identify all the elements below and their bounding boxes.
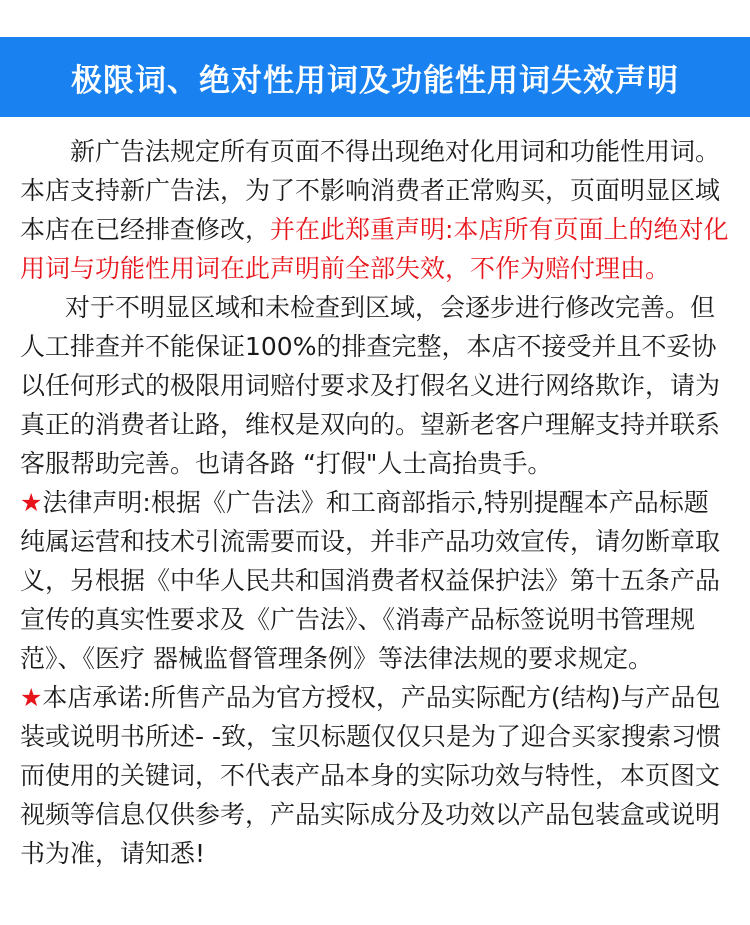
text-line: 宣传的真实性要求及《广告法》、《消毒产品标签说明书管理规 — [20, 605, 696, 634]
text-line: 纯属运营和技术引流需要而设，并非产品功效宣传，请勿断章取 — [20, 527, 721, 556]
paragraph-store-promise — [20, 678, 732, 873]
highlight-text: 用词与功能性用词在此声明前全部失效，不作为赔付理由。 — [20, 254, 671, 283]
text-line: 视频等信息仅供参考，产品实际成分及功效以产品包装盒或说明 — [20, 800, 721, 829]
title-banner — [0, 37, 750, 117]
highlight-text: 并在此郑重声明:本店所有页面上的绝对化 — [270, 215, 729, 244]
text-line: 客服帮助完善。也请各路 “打假"人士高抬贵手。 — [20, 449, 553, 478]
page-title: 极限词、绝对性用词及功能性用词失效声明 — [71, 62, 679, 99]
star-icon: ★ — [20, 683, 43, 712]
text-segment: 本店承诺:所售产品为官方授权，产品实际配方(结构)与产品包 — [42, 683, 721, 712]
statement-body — [20, 132, 732, 873]
star-icon: ★ — [20, 488, 43, 517]
text-line: 人工排查并不能保证100%的排查完整，本店不接受并且不妥协 — [20, 332, 717, 361]
text-line: 书为准，请知悉! — [20, 839, 206, 868]
text-line: 义，另根据《中华人民共和国消费者权益保护法》第十五条产品 — [20, 566, 721, 595]
text-line — [20, 678, 732, 717]
text-line: 装或说明书所述- -致，宝贝标题仅仅只是为了迎合买家搜索习惯 — [20, 722, 721, 751]
paragraph-legal-notice — [20, 483, 732, 678]
text-line: 对于不明显区域和未检查到区域，会逐步进行修改完善。但 — [65, 293, 716, 322]
text-line-mixed — [20, 210, 732, 249]
text-line: 本店支持新广告法，为了不影响消费者正常购买，页面明显区域 — [20, 176, 721, 205]
text-line — [20, 483, 732, 522]
paragraph-ad-law — [20, 132, 732, 288]
text-segment: 本店在已经排查修改， — [20, 215, 271, 244]
text-line: 范》、《医疗 器械监督管理条例》等法律法规的要求规定。 — [20, 644, 653, 673]
paragraph-anti-fraud — [20, 288, 732, 483]
text-line: 而使用的关键词，不代表产品本身的实际功效与特性，本页图文 — [20, 761, 721, 790]
text-line: 新广告法规定所有页面不得出现绝对化用词和功能性用词。 — [70, 137, 721, 166]
text-segment: 法律声明:根据《广告法》和工商部指示,特别提醒本产品标题 — [42, 488, 709, 517]
text-line: 以任何形式的极限用词赔付要求及打假名义进行网络欺诈，请为 — [20, 371, 721, 400]
text-line: 真正的消费者让路，维权是双向的。望新老客户理解支持并联系 — [20, 410, 721, 439]
